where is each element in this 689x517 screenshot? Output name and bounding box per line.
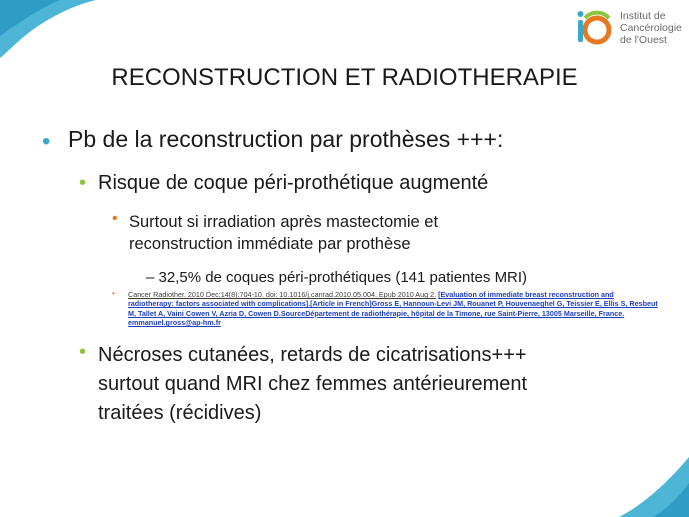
bullet-necrosis-line1: Nécroses cutanées, retards de cicatrisations+++ — [98, 344, 527, 366]
logo-line-1: Institut de — [620, 10, 666, 22]
logo-line-3: de l'Ouest — [620, 34, 667, 46]
bullet-level4-text: – 32,5% de coques péri-prothétiques (141 patientes MRI) — [146, 269, 528, 286]
bullet-level3-text — [129, 211, 438, 255]
slide-title: RECONSTRUCTION ET RADIOTHERAPIE — [111, 64, 578, 91]
bullet-level3-marker: • — [112, 210, 118, 227]
reference-marker: • — [112, 289, 115, 298]
bullet-level1-text: Pb de la reconstruction par prothèses +++: — [68, 126, 504, 152]
reference-source-link[interactable]: Cancer Radiother. 2010 Dec;14(8):704-10. doi: 10.1016/j.canrad.2010.05.004. Epub 2010 Aug 2. — [128, 290, 437, 299]
institute-logo — [574, 4, 686, 52]
logo-mark-icon — [574, 4, 620, 50]
bullet-level2-text-2 — [98, 341, 527, 428]
corner-decoration-bottom-right — [609, 447, 689, 517]
bullet-level3-line1: Surtout si irradiation après mastectomie et — [129, 213, 439, 231]
bullet-necrosis-line2: surtout quand MRI chez femmes antérieurement — [98, 373, 528, 395]
reference-citation — [128, 290, 658, 328]
bullet-level1-marker: • — [42, 128, 51, 155]
logo-line-2: Cancérologie — [620, 22, 682, 34]
logo-text — [620, 10, 682, 46]
bullet-level3-line2: reconstruction immédiate par prothèse — [129, 235, 411, 253]
corner-decoration-top-left — [0, 0, 110, 60]
bullet-level2-marker: • — [79, 172, 87, 194]
reference-title-link[interactable]: [Evaluation of immediate breast reconstruction and radiotherapy: factors associated with complications].[Article in French]Gross E, Hannoun-Levi JM, Rouanet P, Houvenaeghel G, Teissier E, Ellis S, Resbeut M, Tallet A, Vaini Cowen V, Azria D, Cowen D.SourceDépartement de radiothérapie, hôpital de la Timone, rue Saint-Pierre, 13005 Marseille, France. emmanuel.gross@ap-hm.fr — [128, 290, 658, 328]
bullet-necrosis-line3: traitées (récidives) — [98, 402, 262, 424]
bullet-level2-marker-2: • — [79, 341, 87, 363]
bullet-level2-text: Risque de coque péri-prothétique augmenté — [98, 172, 489, 194]
